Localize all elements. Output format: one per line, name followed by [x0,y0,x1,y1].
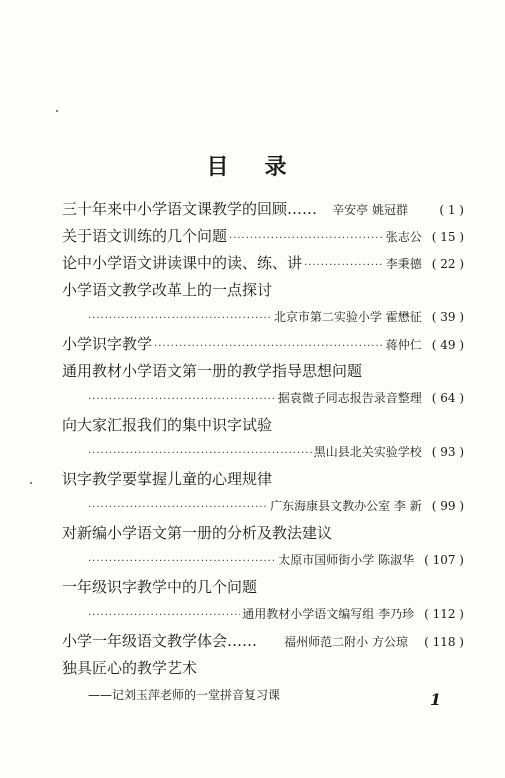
toc-entry-author: 广东海康县文教办公室 李 新 [270,499,422,513]
toc-entry-page: ( 15 ) [431,230,464,244]
dot-leader [154,333,384,358]
toc-entry[interactable] [62,358,464,385]
toc-entry[interactable] [62,223,464,250]
toc-entry-continuation[interactable] [62,493,464,520]
dot-leader [88,305,272,331]
toc-entry[interactable] [62,466,464,493]
toc-entry-title: 独具匠心的教学艺术 [62,659,198,677]
toc-entry-page: ( 39 ) [431,310,464,324]
toc-entry-page: ( 112 ) [424,607,464,621]
toc-entry-title: 论中小学语文讲读课中的读、练、讲 [62,254,303,272]
toc-entry-title: 小学语文教学改革上的一点探讨 [62,281,273,299]
toc-entry-page: ( 64 ) [431,391,464,405]
toc-entry[interactable] [62,412,464,439]
toc-entry[interactable] [62,520,464,547]
toc-entry-subtitle-text: ——记刘玉萍老师的一堂拼音复习课 [88,688,281,702]
toc-entry-subtitle [62,682,464,709]
print-speck [30,482,32,484]
toc-entry-title: 小学识字教学 [62,335,153,353]
toc-entry-title: 一年级识字教学中的几个问题 [62,578,258,596]
toc-entry-page: ( 99 ) [431,499,464,513]
toc-entry-continuation[interactable] [62,385,464,412]
toc-entry-title: 通用教材小学语文第一册的教学指导思想问题 [62,362,363,380]
toc-entry-author: 张志公 [385,230,422,244]
toc-entry[interactable] [62,250,464,277]
dot-leader [88,440,312,466]
toc-entry-title: 对新编小学语文第一册的分析及教法建议 [62,524,333,542]
toc-entry-title: 关于语文训练的几个问题 [62,227,228,245]
toc-entry-title: 小学一年级语文教学体会…… [62,632,258,650]
dot-leader [88,602,240,628]
table-of-contents [62,196,464,709]
toc-entry-author: 蒋仲仁 [385,338,422,352]
toc-entry-page: ( 93 ) [431,445,464,459]
toc-entry-continuation[interactable] [62,304,464,331]
dot-leader [88,494,268,520]
toc-entry-continuation[interactable] [62,547,464,574]
dot-leader [88,548,276,574]
toc-entry-title: 识字教学要掌握儿童的心理规律 [62,470,273,488]
toc-entry-title: 向大家汇报我们的集中识字试验 [62,416,273,434]
toc-entry[interactable] [62,277,464,304]
toc-entry[interactable] [62,655,464,682]
toc-entry-author: 李秉德 [385,257,422,271]
dot-leader [229,225,384,250]
toc-entry-author: 福州师范二附小 方公琼 [284,635,408,649]
toc-entry-author: 太原市国师街小学 陈淑华 [278,553,415,567]
toc-entry-title: 三十年来中小学语文课教学的回顾…… [62,200,318,218]
page-title: 目录 [206,155,323,180]
toc-entry[interactable] [62,628,464,655]
toc-entry-author: 黑山县北关实验学校 [313,445,422,459]
toc-entry[interactable] [62,331,464,358]
toc-entry-author: 辛安亭 姚冠群 [332,203,408,217]
toc-entry-page: ( 118 ) [424,635,464,649]
toc-entry[interactable] [62,196,464,223]
toc-entry-page: ( 107 ) [424,553,464,567]
print-speck [56,110,58,112]
toc-entry[interactable] [62,574,464,601]
toc-entry-author: 通用教材小学语文编写组 李乃珍 [242,607,415,621]
toc-entry-page: ( 22 ) [431,257,464,271]
toc-entry-author: 北京市第二实验小学 霍懋征 [273,310,422,324]
toc-entry-continuation[interactable] [62,601,464,628]
toc-entry-continuation[interactable] [62,439,464,466]
toc-entry-page: ( 1 ) [439,203,464,217]
toc-entry-page: ( 49 ) [431,338,464,352]
dot-leader [88,386,276,412]
page-number: 1 [430,690,442,709]
toc-entry-author: 据袁微子同志报告录音整理 [277,391,422,405]
dot-leader [304,252,384,277]
